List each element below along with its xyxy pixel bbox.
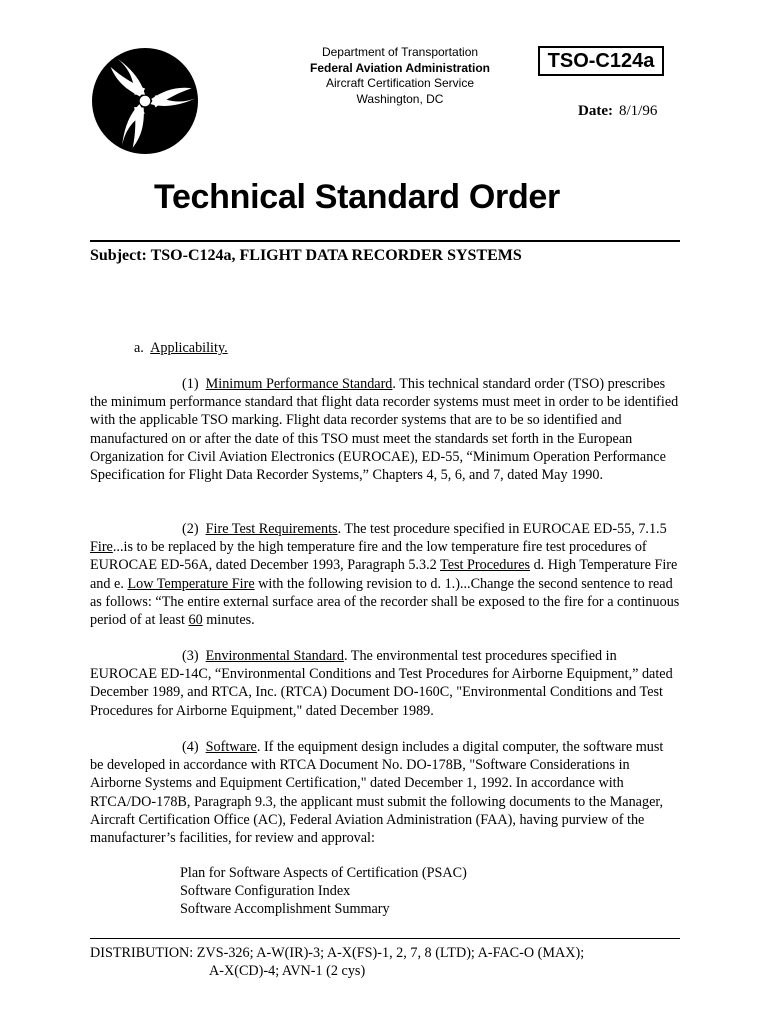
paragraph-number: (3) xyxy=(182,648,199,664)
tso-number-box: TSO-C124a xyxy=(538,46,664,76)
paragraph-heading: Fire Test Requirements xyxy=(205,521,338,537)
section-prefix: a. xyxy=(134,340,144,356)
date-value: 8/1/96 xyxy=(618,103,658,119)
underlined-term: 60 xyxy=(188,612,203,629)
distribution-block xyxy=(90,944,584,980)
underlined-term: Fire xyxy=(90,539,113,556)
agency-line: Washington, DC xyxy=(356,91,444,106)
paragraph-3 xyxy=(90,647,680,720)
list-item: Plan for Software Aspects of Certification (PSAC) xyxy=(180,865,467,881)
paragraph-heading: Environmental Standard xyxy=(205,648,344,664)
paragraph-4 xyxy=(90,738,680,847)
paragraph-number: (1) xyxy=(182,376,199,392)
agency-line: Federal Aviation Administration xyxy=(309,60,491,75)
title-divider xyxy=(90,240,680,242)
paragraph-number: (4) xyxy=(182,739,199,755)
distribution-line: DISTRIBUTION: ZVS-326; A-W(IR)-3; A-X(FS)-1, 2, 7, 8 (LTD); A-FAC-O (MAX); xyxy=(90,945,585,961)
section-a-heading xyxy=(134,340,228,357)
list-item: Software Accomplishment Summary xyxy=(180,901,390,918)
date-label: Date: xyxy=(578,103,613,119)
paragraph-text: . The test procedure specified in EUROCAE ED-55, 7.1.5 xyxy=(337,521,667,537)
distribution-line: A-X(CD)-4; AVN-1 (2 cys) xyxy=(209,963,366,979)
paragraph-1 xyxy=(90,375,680,484)
subject-line: Subject: TSO-C124a, FLIGHT DATA RECORDER SYSTEMS xyxy=(90,247,522,264)
paragraph-text: minutes. xyxy=(202,612,255,629)
distribution-divider xyxy=(90,938,680,939)
paragraph-2 xyxy=(90,520,680,629)
agency-line: Department of Transportation xyxy=(321,45,479,59)
paragraph-text: d. High Temperature Fire and e. xyxy=(90,557,678,592)
underlined-term: Test Procedures xyxy=(440,557,531,574)
paragraph-text: ...is to be replaced by the high temperature fire and the low temperature fire test procedures of EUROCAE ED-56A, dated December 1993, Paragraph 5.3.2 xyxy=(90,539,647,574)
paragraph-text: . This technical standard order (TSO) prescribes the minimum performance standard that flight data recorder systems must meet in order to be identified with the applicable TSO marking. Flight data recorder systems that are to be so identified and manufactured on or after the date of this TSO must meet the standards set forth in the European Organization for Civil Aviation Electronics (EUROCAE), ED-55, “Minimum Operation Performance Specification for Flight Data Recorder Systems,” Chapters 4, 5, 6, and 7, dated May 1990. xyxy=(90,376,679,484)
paragraph-heading: Software xyxy=(205,739,257,755)
underlined-term: Low Temperature Fire xyxy=(127,575,255,592)
list-item: Software Configuration Index xyxy=(180,883,351,900)
paragraph-text: with the following revision to d. 1.)...Change the second sentence to read as follows: “The entire external surface area of the recorder shall be exposed to the fire for a continuous period of at least xyxy=(90,575,680,629)
document-title: Technical Standard Order xyxy=(154,178,560,216)
required-documents-list xyxy=(180,864,467,919)
agency-line: Aircraft Certification Service xyxy=(325,76,475,90)
agency-block xyxy=(270,45,530,107)
section-heading: Applicability. xyxy=(150,340,228,356)
paragraph-number: (2) xyxy=(182,521,199,537)
paragraph-text: . The environmental test procedures specified in EUROCAE ED-14C, “Environmental Conditions and Test Procedures for Airborne Equipment,” dated December 1989, and RTCA, Inc. (RTCA) Document DO-160C, "Environmental Conditions and Test Procedures for Airborne Equipment," dated December 1989. xyxy=(90,648,673,719)
paragraph-text: . If the equipment design includes a digital computer, the software must be developed in accordance with RTCA Document No. DO-178B, "Software Considerations in Airborne Systems and Equipment Certification," dated December 1, 1992. In accordance with RTCA/DO-178B, Paragraph 9.3, the applicant must submit the following documents to the Manager, Aircraft Certification Office (AC), Federal Aviation Administration (FAA), having purview of the manufacturer’s facilities, for review and approval: xyxy=(90,739,664,847)
dot-logo xyxy=(92,48,198,154)
paragraph-heading: Minimum Performance Standard xyxy=(205,376,393,392)
date-line xyxy=(578,103,657,120)
